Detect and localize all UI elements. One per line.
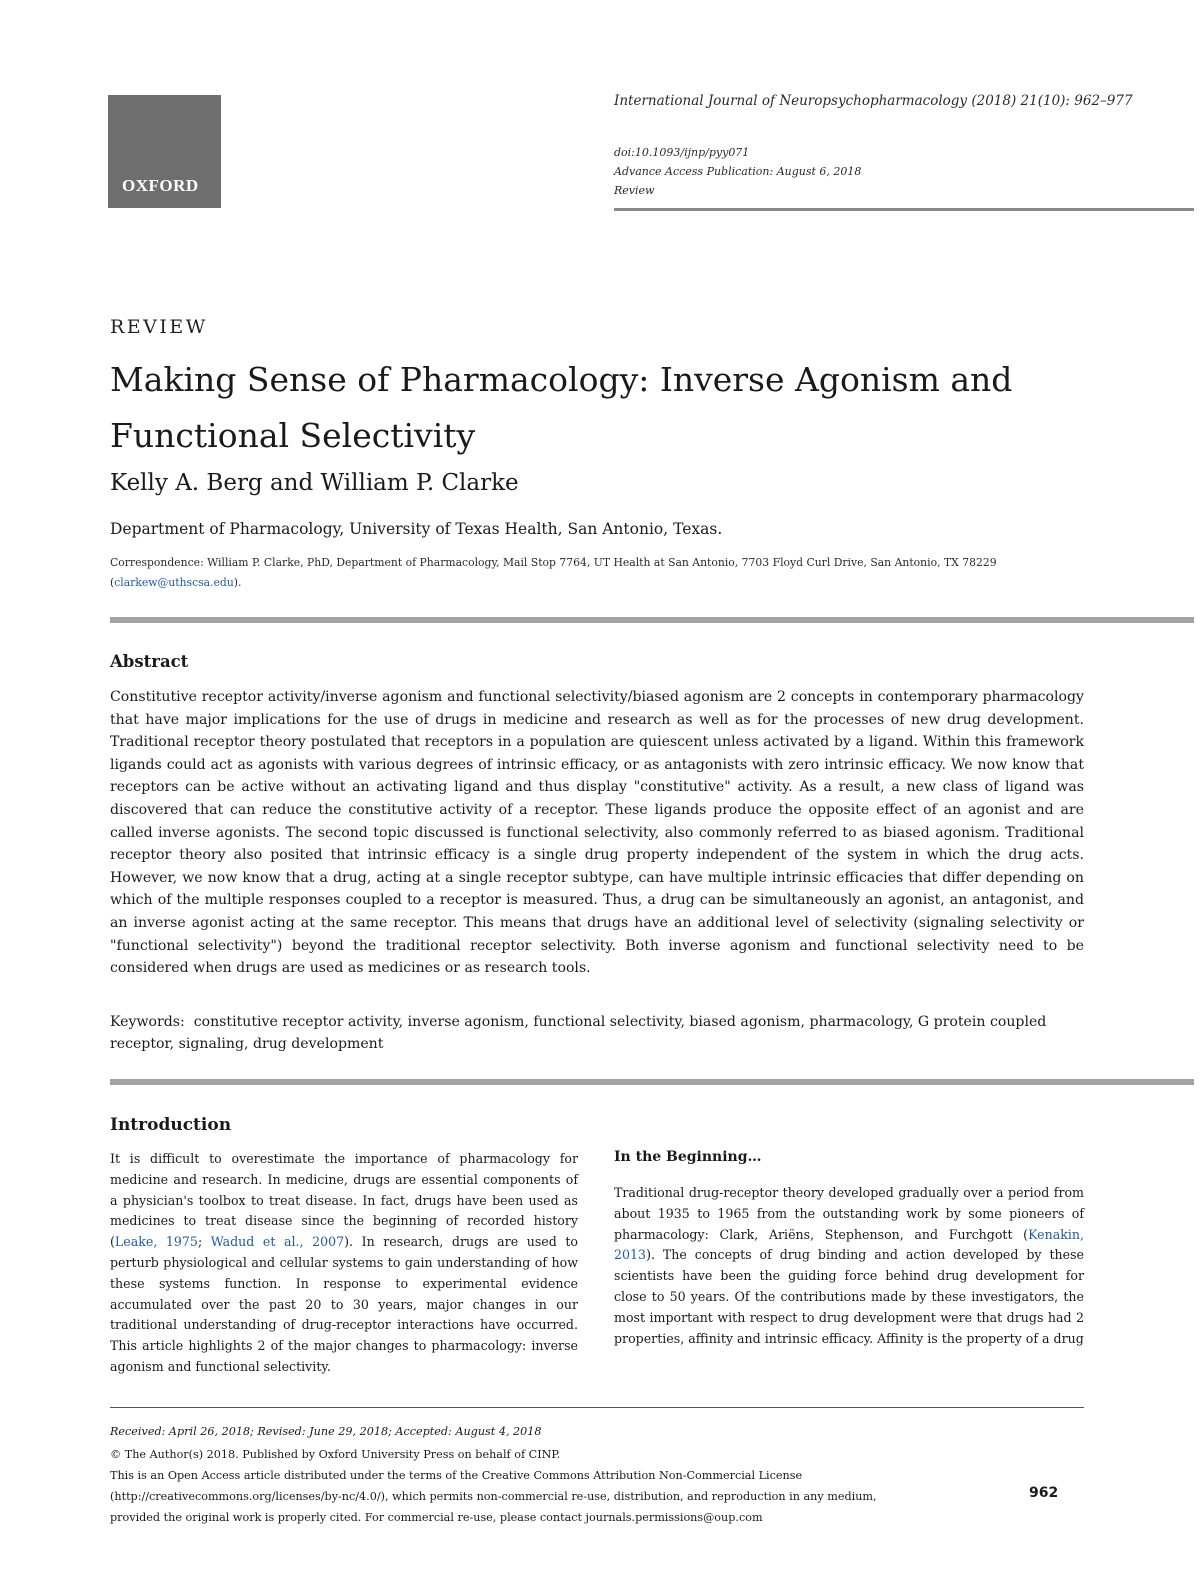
logo-text: OXFORD xyxy=(122,176,199,195)
correspondence xyxy=(110,553,1100,593)
doi[interactable]: doi:10.1093/ijnp/pyy071 xyxy=(614,146,750,159)
received-dates: Received: April 26, 2018; Revised: June 29, 2018; Accepted: August 4, 2018 xyxy=(110,1425,542,1438)
license-line-2: (http://creativecommons.org/licenses/by-nc/4.0/), which permits non-commercial re-use, distribution, and reproduction in any medium, xyxy=(110,1490,877,1503)
article-meta xyxy=(614,143,861,200)
footer-notes xyxy=(110,1421,1010,1528)
abstract-bottom-divider xyxy=(110,1079,1194,1085)
correspondence-email-link[interactable]: clarkew@uthscsa.edu xyxy=(114,576,234,589)
introduction-paragraph xyxy=(110,1149,578,1378)
copyright-line: © The Author(s) 2018. Published by Oxford University Press on behalf of CINP. xyxy=(110,1448,561,1461)
article-title: Making Sense of Pharmacology: Inverse Agonism and Functional Selectivity xyxy=(110,360,1013,455)
beginning-paragraph xyxy=(614,1183,1084,1349)
keywords xyxy=(110,1011,1090,1055)
ref-wadud-2007[interactable]: Wadud et al., 2007 xyxy=(210,1234,345,1250)
keywords-label: Keywords: xyxy=(110,1014,185,1030)
header-divider xyxy=(614,208,1194,211)
page-number: 962 xyxy=(1029,1485,1059,1501)
ref-kenakin-2013[interactable]: Kenakin, 2013 xyxy=(614,1226,1084,1263)
license-line-1: This is an Open Access article distributed under the terms of the Creative Commons Attribution Non-Commercial License xyxy=(110,1469,803,1482)
abstract-text: Constitutive receptor activity/inverse agonism and functional selectivity/biased agonism are 2 concepts in contemporary pharmacology that have major implications for the use of drugs in medicine and research as well as for the processes of new drug development. Traditional receptor theory postulated that receptors in a population are quiescent unless activated by a ligand. Within this framework ligands could act as agonists with various degrees of intrinsic efficacy, or as antagonists with zero intrinsic efficacy. We now know that receptors can be active without an activating ligand and thus display "constitutive" activity. As a result, a new class of ligand was discovered that can reduce the constitutive activity of a receptor. These ligands produce the opposite effect of an agonist and are called inverse agonists. The second topic discussed is functional selectivity, also commonly referred to as biased agonism. Traditional receptor theory also posited that intrinsic efficacy is a single drug property independent of the system in which the drug acts. However, we now know that a drug, acting at a single receptor subtype, can have multiple intrinsic efficacies that differ depending on which of the multiple responses coupled to a receptor is measured. Thus, a drug can be simultaneously an agonist, an antagonist, and an inverse agonist acting at the same receptor. This means that drugs have an additional level of selectivity (signaling selectivity or "functional selectivity") beyond the traditional receptor selectivity. Both inverse agonism and functional selectivity need to be considered when drugs are used as medicines or as research tools. xyxy=(110,689,1084,977)
footer-divider xyxy=(110,1407,1084,1408)
correspondence-close: ). xyxy=(233,576,242,589)
beginning-text-1: Traditional drug-receptor theory developed gradually over a period from about 1935 to 1965 from the outstanding work by some pioneers of pharmacology: Clark, Ariëns, Stephenson, and Furchgott ( xyxy=(614,1185,1084,1242)
intro-text-2: ). In research, drugs are used to perturb physiological and cellular systems to gain understanding of how these systems function. In response to experimental evidence accumulated over the past 20 to 30 years, major changes in our traditional understanding of drug-receptor interactions have occurred. This article highlights 2 of the major changes to pharmacology: inverse agonism and functional selectivity. xyxy=(110,1234,579,1374)
correspondence-text: Correspondence: William P. Clarke, PhD, Department of Pharmacology, Mail Stop 7764, UT Health at San Antonio, 7703 Floyd Curl Drive, San Antonio, TX 78229 ( xyxy=(110,556,997,589)
affiliation: Department of Pharmacology, University of Texas Health, San Antonio, Texas. xyxy=(110,520,723,538)
advance-access-date: Advance Access Publication: August 6, 2018 xyxy=(614,165,862,178)
journal-citation: International Journal of Neuropsychopharmacology (2018) 21(10): 962–977 xyxy=(614,93,1133,109)
section-kicker: REVIEW xyxy=(110,316,208,338)
license-line-3: provided the original work is properly cited. For commercial re-use, please contact journals.permissions@oup.com xyxy=(110,1511,763,1524)
oxford-logo xyxy=(108,95,221,208)
article-type: Review xyxy=(614,184,655,197)
ref-separator: ; xyxy=(197,1234,211,1250)
abstract-top-divider xyxy=(110,617,1194,623)
introduction-heading: Introduction xyxy=(110,1115,232,1135)
ref-leake-1975[interactable]: Leake, 1975 xyxy=(114,1234,198,1250)
authors: Kelly A. Berg and William P. Clarke xyxy=(110,470,519,496)
keywords-list: constitutive receptor activity, inverse agonism, functional selectivity, biased agonism, pharmacology, G protein coupled receptor, signaling, drug development xyxy=(110,1014,1047,1052)
abstract-heading: Abstract xyxy=(110,652,189,671)
beginning-heading: In the Beginning… xyxy=(614,1149,762,1165)
beginning-text-2: ). The concepts of drug binding and action developed by these scientists have been the guiding force behind drug development for close to 50 years. Of the contributions made by these investigators, the most important with respect to drug development were that drugs had 2 properties, affinity and intrinsic efficacy. Affinity is the property of a drug xyxy=(614,1247,1084,1346)
intro-text-1: It is difficult to overestimate the importance of pharmacology for medicine and research. In medicine, drugs are essential components of a physician's toolbox to treat disease. In fact, drugs have been used as medicines to treat disease since the beginning of recorded history ( xyxy=(110,1151,578,1250)
